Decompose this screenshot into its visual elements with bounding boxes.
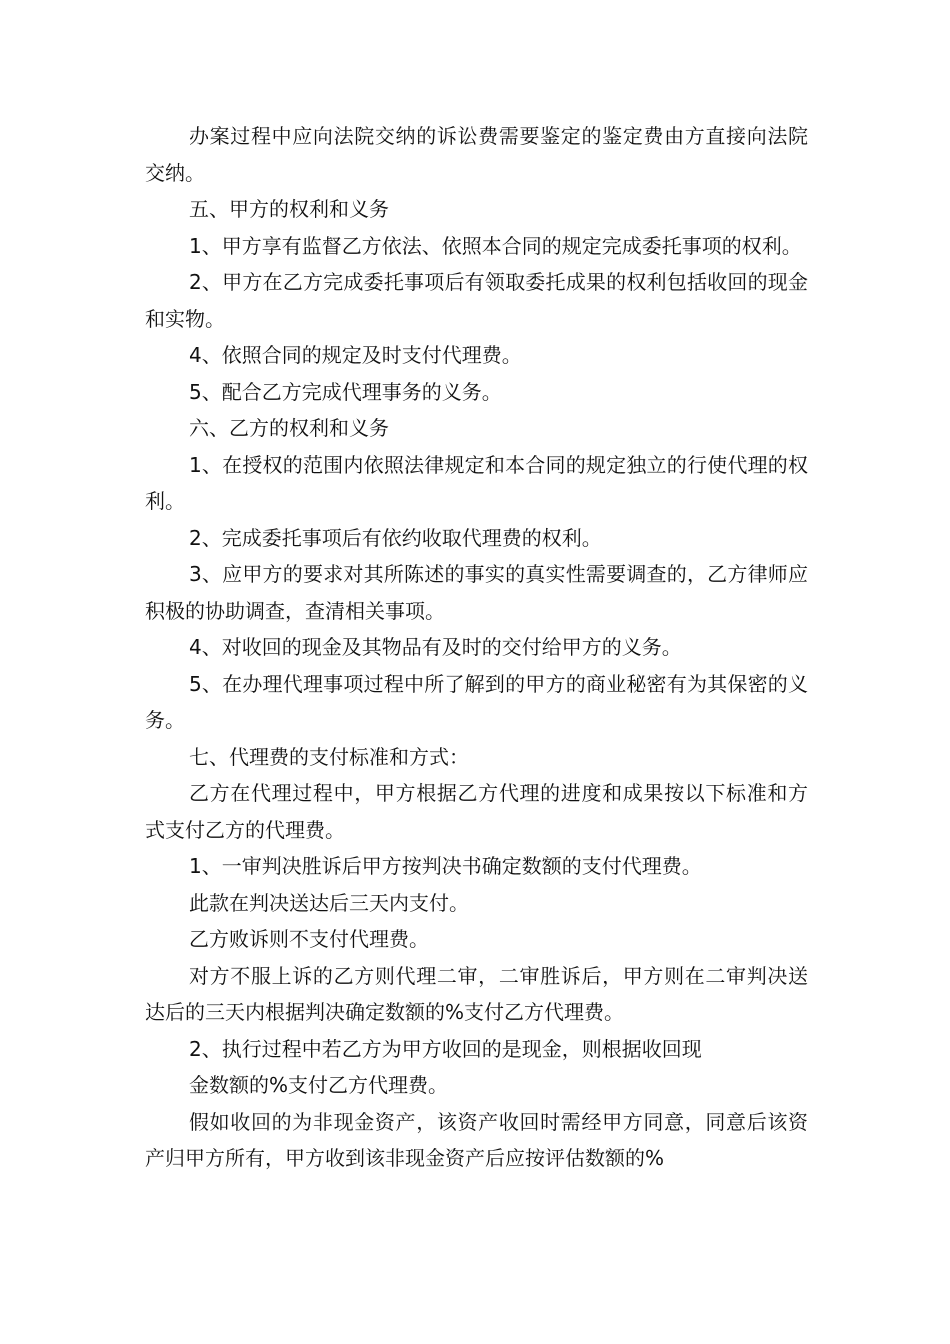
paragraph-4: 2、甲方在乙方完成委托事项后有领取委托成果的权利包括收回的现金和实物。 <box>145 270 808 331</box>
paragraph-11: 4、对收回的现金及其物品有及时的交付给甲方的义务。 <box>189 635 682 659</box>
paragraph-14: 乙方在代理过程中，甲方根据乙方代理的进度和成果按以下标准和方式支付乙方的代理费。 <box>145 781 808 842</box>
paragraph-21: 假如收回的为非现金资产，该资产收回时需经甲方同意，同意后该资产归甲方所有，甲方收到该非现金资产后应按评估数额的% <box>145 1109 808 1170</box>
paragraph-10: 3、应甲方的要求对其所陈述的事实的真实性需要调查的，乙方律师应积极的协助调查，查清相关事项。 <box>145 562 808 623</box>
paragraph-20: 金数额的%支付乙方代理费。 <box>189 1073 449 1097</box>
document-body <box>145 118 808 1177</box>
paragraph-5: 4、依照合同的规定及时支付代理费。 <box>189 343 522 367</box>
paragraph-15: 1、一审判决胜诉后甲方按判决书确定数额的支付代理费。 <box>189 854 702 878</box>
section-heading-6: 六、乙方的权利和义务 <box>189 416 389 440</box>
section-heading-7: 七、代理费的支付标准和方式： <box>189 744 469 769</box>
paragraph-19: 2、执行过程中若乙方为甲方收回的是现金，则根据收回现 <box>189 1036 702 1061</box>
paragraph-16: 此款在判决送达后三天内支付。 <box>189 890 469 915</box>
paragraph-3: 1、甲方享有监督乙方依法、依照本合同的规定完成委托事项的权利。 <box>189 233 802 258</box>
paragraph-9: 2、完成委托事项后有依约收取代理费的权利。 <box>189 525 602 550</box>
section-heading-5: 五、甲方的权利和义务 <box>189 197 389 221</box>
paragraph-17: 乙方败诉则不支付代理费。 <box>189 927 429 951</box>
paragraph-18: 对方不服上诉的乙方则代理二审，二审胜诉后，甲方则在二审判决送达后的三天内根据判决确定数额的%支付乙方代理费。 <box>145 963 808 1024</box>
paragraph-6: 5、配合乙方完成代理事务的义务。 <box>189 379 502 404</box>
paragraph-8: 1、在授权的范围内依照法律规定和本合同的规定独立的行使代理的权利。 <box>145 452 808 513</box>
paragraph-1: 办案过程中应向法院交纳的诉讼费需要鉴定的鉴定费由方直接向法院交纳。 <box>145 124 808 185</box>
paragraph-12: 5、在办理代理事项过程中所了解到的甲方的商业秘密有为其保密的义务。 <box>145 671 808 732</box>
